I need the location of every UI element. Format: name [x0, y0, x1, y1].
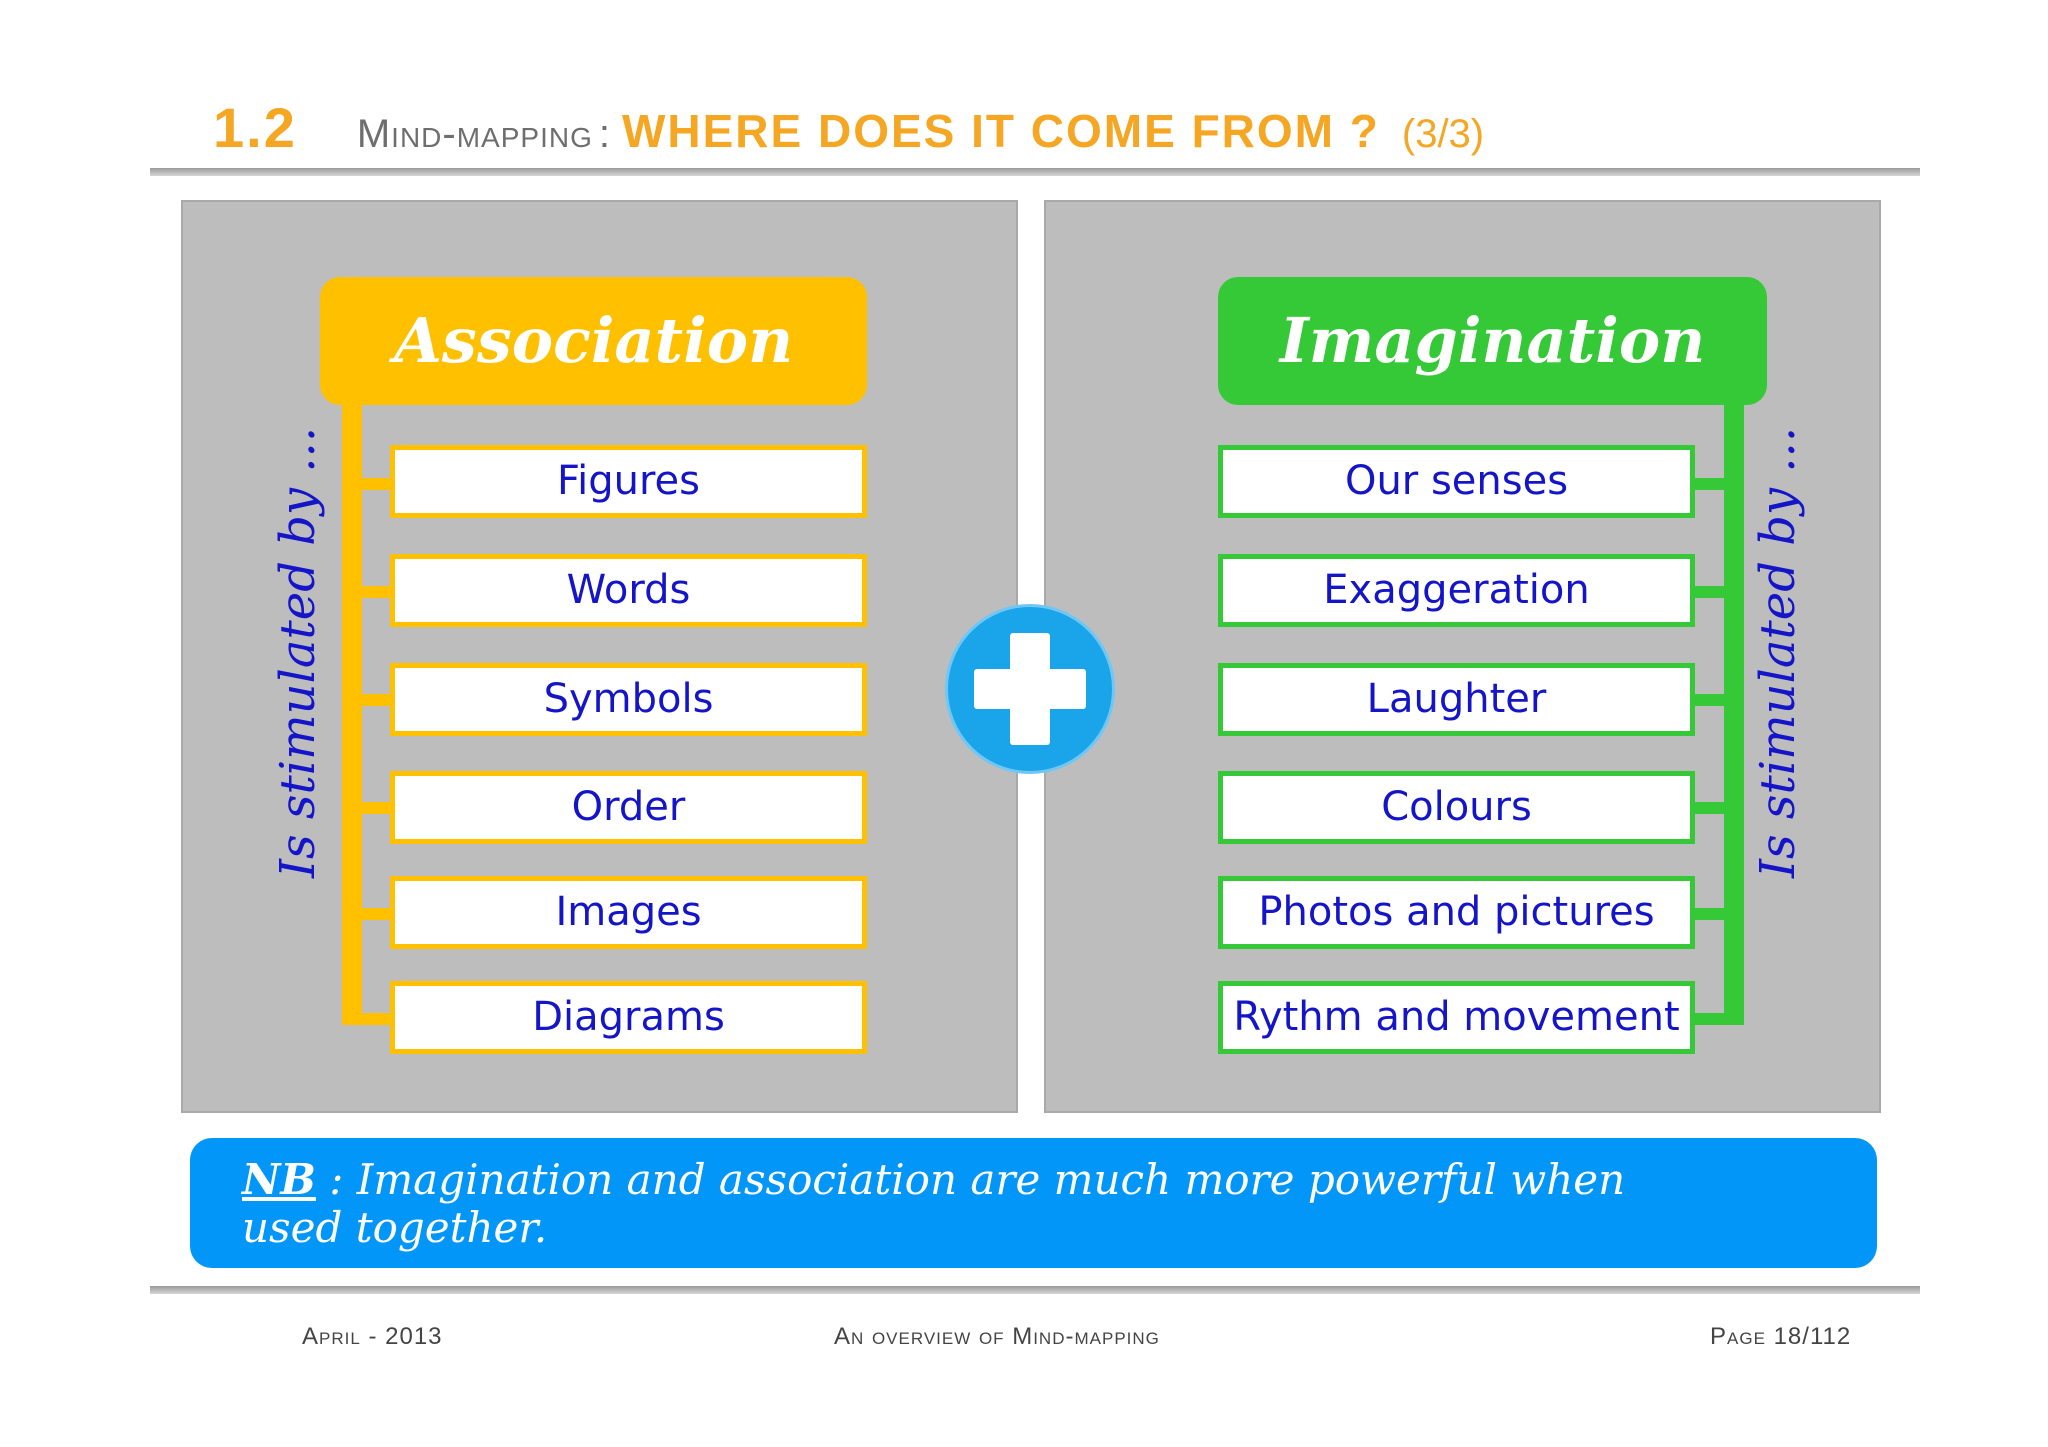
imagination-side-label: Is stimulated by ... [1750, 426, 1806, 878]
imagination-item-laughter: Laughter [1218, 663, 1695, 736]
note-text [242, 1156, 1712, 1252]
imagination-spine [1724, 400, 1744, 1025]
plus-connector [945, 604, 1115, 774]
association-spine [342, 400, 362, 1025]
section-separator: : [598, 112, 610, 156]
imagination-heading: Imagination [1218, 277, 1767, 405]
association-heading: Association [320, 277, 867, 405]
plus-icon [948, 607, 1112, 771]
association-item-images: Images [390, 876, 867, 949]
footer-document-title: An overview of Mind-mapping [834, 1323, 1160, 1350]
note-body: : Imagination and association are much more powerful when used together. [242, 1155, 1626, 1252]
imagination-item-exaggeration: Exaggeration [1218, 554, 1695, 627]
association-branch [360, 694, 392, 706]
imagination-item-colours: Colours [1218, 771, 1695, 844]
footer-date: April - 2013 [302, 1323, 443, 1350]
association-item-figures: Figures [390, 445, 867, 518]
footer-divider [150, 1286, 1920, 1294]
section-number: 1.2 [213, 96, 297, 159]
association-item-symbols: Symbols [390, 663, 867, 736]
imagination-branch [1694, 694, 1726, 706]
note-box [190, 1138, 1877, 1268]
association-item-diagrams: Diagrams [390, 981, 867, 1054]
imagination-branch [1694, 586, 1726, 598]
page-title: WHERE DOES IT COME FROM ? [621, 105, 1380, 157]
association-branch [360, 478, 392, 490]
association-side-label: Is stimulated by ... [270, 426, 326, 878]
imagination-branch [1694, 908, 1726, 920]
imagination-item-our-senses: Our senses [1218, 445, 1695, 518]
association-item-order: Order [390, 771, 867, 844]
imagination-item-photos-and-pictures: Photos and pictures [1218, 876, 1695, 949]
page-count: (3/3) [1401, 112, 1485, 156]
imagination-branch [1694, 1013, 1726, 1025]
imagination-branch [1694, 478, 1726, 490]
section-prefix: Mind-mapping [356, 112, 593, 156]
imagination-item-rythm-and-movement: Rythm and movement [1218, 981, 1695, 1054]
imagination-branch [1694, 802, 1726, 814]
association-branch [360, 1013, 392, 1025]
slide-header [213, 95, 1484, 175]
note-lead: NB [242, 1155, 316, 1204]
association-item-words: Words [390, 554, 867, 627]
footer-page-number: Page 18/112 [1710, 1323, 1852, 1350]
association-branch [360, 586, 392, 598]
header-divider [150, 168, 1920, 176]
association-branch [360, 908, 392, 920]
association-branch [360, 802, 392, 814]
